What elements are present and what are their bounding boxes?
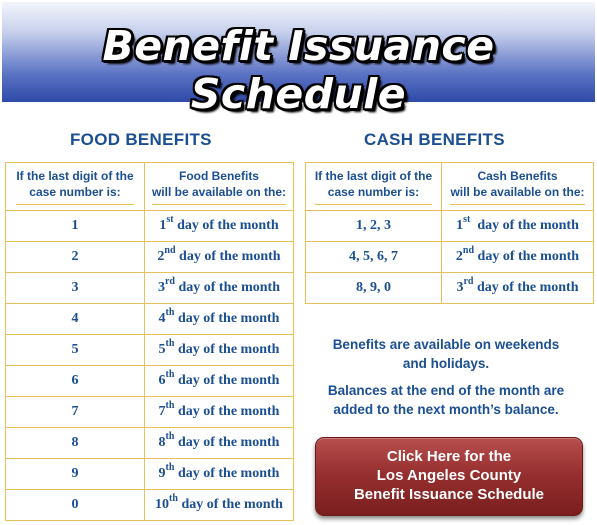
day-text: day of the month bbox=[473, 280, 579, 295]
ordinal-suffix: th bbox=[165, 400, 175, 411]
day-number: 10 bbox=[155, 497, 170, 512]
ordinal-suffix: th bbox=[165, 338, 175, 349]
food-benefits-table bbox=[5, 162, 294, 521]
availability-day-cell bbox=[145, 490, 294, 521]
day-number: 1 bbox=[456, 218, 464, 233]
day-text: day of the month bbox=[470, 218, 579, 233]
food-header-case-number bbox=[6, 163, 145, 211]
case-digit-cell: 1, 2, 3 bbox=[306, 211, 442, 242]
availability-day-cell bbox=[442, 242, 594, 273]
day-text: day of the month bbox=[174, 404, 280, 419]
cash-benefits-table bbox=[305, 162, 594, 304]
ordinal-suffix: th bbox=[165, 307, 175, 318]
case-digit-cell: 5 bbox=[6, 335, 145, 366]
ordinal-suffix: st bbox=[463, 214, 471, 225]
day-text: day of the month bbox=[174, 342, 280, 357]
case-digit-cell: 6 bbox=[6, 366, 145, 397]
availability-day-cell bbox=[442, 273, 594, 304]
day-text: day of the month bbox=[174, 435, 280, 450]
case-digit-cell: 1 bbox=[6, 211, 145, 242]
day-number: 2 bbox=[157, 249, 165, 264]
note-line: Benefits are available on weekends bbox=[332, 337, 560, 352]
availability-day-cell bbox=[145, 242, 294, 273]
table-row bbox=[6, 242, 294, 273]
ordinal-suffix: th bbox=[165, 462, 175, 473]
table-row bbox=[6, 211, 294, 242]
day-number: 3 bbox=[456, 280, 464, 295]
table-row bbox=[306, 211, 594, 242]
ordinal-suffix: th bbox=[165, 431, 175, 442]
availability-day-cell bbox=[145, 397, 294, 428]
note-line: added to the next month’s balance. bbox=[333, 402, 559, 417]
day-text: day of the month bbox=[177, 497, 283, 512]
day-number: 8 bbox=[158, 435, 166, 450]
day-number: 9 bbox=[158, 466, 166, 481]
availability-day-cell bbox=[145, 335, 294, 366]
ordinal-suffix: th bbox=[165, 369, 175, 380]
cta-line-2: Los Angeles County bbox=[376, 467, 522, 484]
page-title: Benefit Issuance Schedule bbox=[102, 22, 495, 118]
case-digit-cell: 2 bbox=[6, 242, 145, 273]
day-number: 5 bbox=[158, 342, 166, 357]
food-header-available-on bbox=[145, 163, 294, 211]
availability-day-cell bbox=[145, 304, 294, 335]
day-text: day of the month bbox=[174, 373, 280, 388]
header-text: case number is: bbox=[327, 185, 420, 199]
header-text: will be available on the: bbox=[151, 185, 287, 199]
ordinal-suffix: th bbox=[169, 493, 178, 504]
cash-header-case-number bbox=[306, 163, 442, 211]
table-row bbox=[6, 273, 294, 304]
table-row bbox=[6, 366, 294, 397]
day-number: 1 bbox=[159, 218, 167, 233]
day-text: day of the month bbox=[174, 311, 280, 326]
header-text: case number is: bbox=[29, 185, 121, 199]
availability-day-cell bbox=[145, 459, 294, 490]
day-text: day of the month bbox=[474, 249, 580, 264]
table-row bbox=[6, 397, 294, 428]
availability-day-cell bbox=[442, 211, 594, 242]
cta-line-1: Click Here for the bbox=[386, 448, 512, 465]
cash-header-available-on bbox=[442, 163, 594, 211]
table-row bbox=[6, 459, 294, 490]
case-digit-cell: 0 bbox=[6, 490, 145, 521]
case-digit-cell: 8 bbox=[6, 428, 145, 459]
case-digit-cell: 4, 5, 6, 7 bbox=[306, 242, 442, 273]
day-number: 3 bbox=[157, 280, 165, 295]
day-text: day of the month bbox=[175, 249, 281, 264]
ordinal-suffix: st bbox=[166, 214, 174, 225]
table-header-row bbox=[6, 163, 294, 211]
ordinal-suffix: rd bbox=[164, 276, 175, 287]
cta-line-3: Benefit Issuance Schedule bbox=[353, 486, 545, 503]
food-benefits-heading: FOOD BENEFITS bbox=[70, 130, 212, 149]
balance-note bbox=[300, 381, 592, 419]
ordinal-suffix: nd bbox=[164, 245, 176, 256]
day-text: day of the month bbox=[174, 280, 280, 295]
ordinal-suffix: nd bbox=[462, 245, 475, 256]
weekends-note bbox=[300, 335, 592, 373]
availability-day-cell bbox=[145, 366, 294, 397]
header-text: will be available on the: bbox=[450, 185, 585, 199]
table-row bbox=[6, 490, 294, 521]
day-number: 6 bbox=[158, 373, 166, 388]
availability-day-cell bbox=[145, 428, 294, 459]
table-row bbox=[6, 304, 294, 335]
note-line: and holidays. bbox=[402, 356, 490, 371]
day-number: 4 bbox=[158, 311, 166, 326]
header-text: Food Benefits bbox=[178, 169, 259, 183]
header-text: Cash Benefits bbox=[477, 169, 558, 183]
availability-day-cell bbox=[145, 211, 294, 242]
note-line: Balances at the end of the month are bbox=[327, 383, 565, 398]
ordinal-suffix: rd bbox=[463, 276, 474, 287]
la-county-schedule-button[interactable] bbox=[315, 437, 583, 516]
header-text: If the last digit of the bbox=[16, 169, 134, 183]
table-row bbox=[6, 335, 294, 366]
day-text: day of the month bbox=[173, 218, 279, 233]
table-row bbox=[306, 242, 594, 273]
table-header-row bbox=[306, 163, 594, 211]
case-digit-cell: 3 bbox=[6, 273, 145, 304]
availability-day-cell bbox=[145, 273, 294, 304]
title-banner bbox=[2, 2, 595, 118]
header-text: If the last digit of the bbox=[314, 169, 433, 183]
case-digit-cell: 9 bbox=[6, 459, 145, 490]
case-digit-cell: 4 bbox=[6, 304, 145, 335]
day-number: 7 bbox=[158, 404, 166, 419]
day-number: 2 bbox=[455, 249, 463, 264]
case-digit-cell: 7 bbox=[6, 397, 145, 428]
table-row bbox=[306, 273, 594, 304]
day-text: day of the month bbox=[174, 466, 280, 481]
table-row bbox=[6, 428, 294, 459]
case-digit-cell: 8, 9, 0 bbox=[306, 273, 442, 304]
cash-benefits-heading: CASH BENEFITS bbox=[364, 130, 505, 149]
